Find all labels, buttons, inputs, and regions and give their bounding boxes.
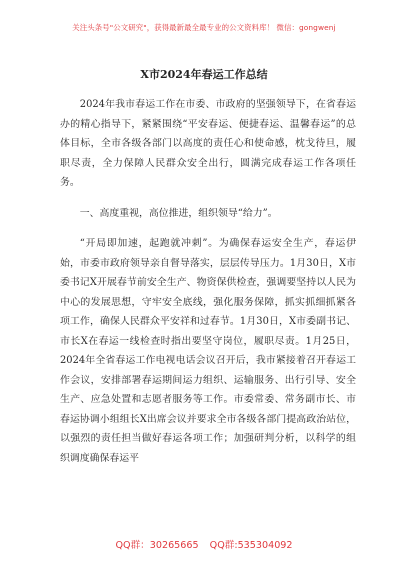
document-body [60, 95, 356, 468]
paragraph-body: “开局即加速，起跑就冲刺”。为确保春运安全生产，春运伊始，市委市政府领导亲自督导落实，层层传导压力。1月30日，X市委书记X开展春节前安全生产、物资保供检查，强调要坚持以人民为中心的发展思想，守牢安全底线，强化服务保障，抓实抓细抓紧各项工作，确保人民群众平安祥和过春节。1月30日，X市委副书记、市长X在春运一线检查时指出要坚守岗位，履职尽责。1月25日，2024年全省春运工作电视电话会议召开后，我市紧接着召开春运工作会议，安排部署春运期间运力组织、运输服务、出行引导、安全生产、应急处置和志愿者服务等工作。市委常委、常务副市长、市春运协调小组组长X出席会议并要求全市各级各部门提高政治站位，以强烈的责任担当做好春运各项工作；加强研判分析，以科学的组织调度确保春运平 [60, 238, 356, 464]
paragraph-intro: 2024年我市春运工作在市委、市政府的坚强领导下，在省春运办的精心指导下，紧紧围绕“平安春运、便捷春运、温馨春运”的总体目标，全市各级各部门以高度的责任心和使命感，枕戈待旦，履职尽责，全力保障人民群众安全出行，圆满完成春运工作各项任务。 [60, 99, 356, 188]
document-title: X市2024年春运工作总结 [140, 68, 268, 81]
footer-qq-groups: QQ群：30265665 QQ群:535304092 [115, 540, 293, 551]
paragraph-section-heading: 一、高度重视，高位推进，组织领导“给力”。 [79, 207, 278, 219]
header-banner: 关注头条号"公文研究"，获得最新最全最专业的公文资料库！ 微信：gongwenj [72, 23, 336, 32]
